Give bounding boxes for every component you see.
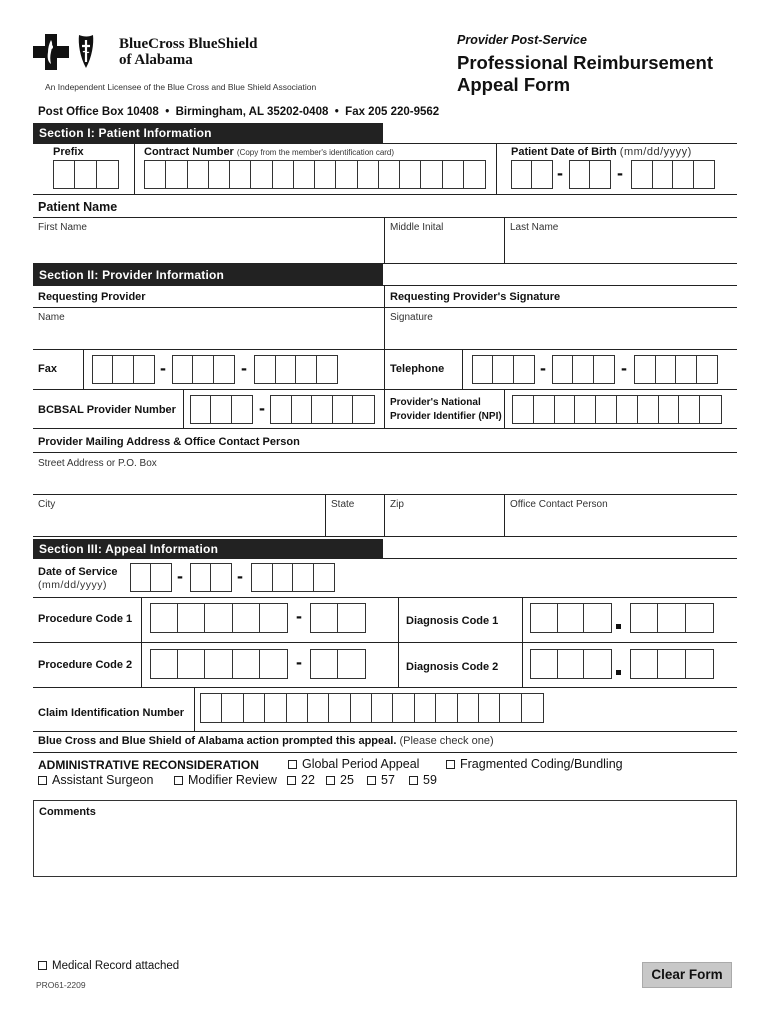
service-day-input[interactable]	[190, 563, 232, 592]
diagnosis-code-1-input[interactable]	[530, 603, 612, 633]
signature-field[interactable]: Signature	[390, 312, 433, 323]
fax-prefix-input[interactable]	[172, 355, 235, 384]
npi-label-line2: Provider Identifier (NPI)	[390, 411, 502, 422]
fax-label: Fax	[38, 363, 57, 375]
street-address-field[interactable]: Street Address or P.O. Box	[38, 458, 157, 469]
assistant-surgeon-option[interactable]	[38, 773, 153, 787]
brand-region: of Alabama	[119, 52, 193, 68]
contract-number-heading	[144, 146, 394, 158]
prefix-label: Prefix	[53, 146, 84, 158]
procedure-code-1-input[interactable]	[150, 603, 288, 633]
contract-number-label: Contract Number	[144, 146, 234, 158]
dob-day-input[interactable]	[569, 160, 611, 189]
service-month-input[interactable]	[130, 563, 172, 592]
diagnosis-code-2-input[interactable]	[530, 649, 612, 679]
middle-initial-field[interactable]: Middle Inital	[390, 222, 444, 233]
dob-month-input[interactable]	[511, 160, 553, 189]
fragmented-coding-option[interactable]	[446, 757, 623, 771]
dob-separator-1: -	[557, 163, 563, 183]
medical-record-option[interactable]	[38, 960, 179, 972]
first-name-field[interactable]: First Name	[38, 222, 87, 233]
claim-id-label: Claim Identification Number	[38, 707, 185, 719]
contract-number-input[interactable]	[144, 160, 486, 189]
modifier-22-checkbox[interactable]	[287, 776, 296, 785]
diagnosis-code-2-decimal-input[interactable]	[630, 649, 714, 679]
telephone-label: Telephone	[390, 363, 445, 375]
global-period-checkbox[interactable]	[288, 760, 297, 769]
modifier-59-text: 59	[423, 773, 437, 787]
action-prompt	[38, 735, 494, 747]
dob-separator-2: -	[617, 163, 623, 183]
comments-box[interactable]	[33, 800, 737, 877]
procedure-code-1-label: Procedure Code 1	[38, 613, 133, 625]
fax-area-input[interactable]	[92, 355, 155, 384]
procedure-code-2-label: Procedure Code 2	[38, 659, 133, 671]
form-category: Provider Post-Service	[457, 33, 587, 47]
requesting-provider-label: Requesting Provider	[38, 291, 146, 303]
modifier-57-option[interactable]	[367, 773, 395, 787]
date-of-service-label: Date of Service	[38, 566, 118, 578]
modifier-22-text: 22	[301, 773, 315, 787]
fax-line-input[interactable]	[254, 355, 338, 384]
state-field[interactable]: State	[331, 499, 355, 510]
last-name-field[interactable]: Last Name	[510, 222, 559, 233]
action-prompt-note: (Please check one)	[399, 735, 494, 747]
modifier-22-option[interactable]	[287, 773, 315, 787]
global-period-text: Global Period Appeal	[302, 757, 420, 771]
dob-year-input[interactable]	[631, 160, 715, 189]
blue-cross-logo-icon	[33, 34, 113, 78]
office-contact-field[interactable]: Office Contact Person	[510, 499, 608, 510]
diagnosis-code-1-label: Diagnosis Code 1	[406, 615, 499, 627]
diagnosis-code-1-decimal	[616, 624, 621, 629]
telephone-line-input[interactable]	[634, 355, 718, 384]
form-code: PRO61-2209	[36, 980, 86, 990]
clear-form-button[interactable]: Clear Form	[642, 962, 732, 988]
telephone-prefix-input[interactable]	[552, 355, 615, 384]
procedure-code-2-separator: -	[296, 652, 302, 672]
assistant-surgeon-checkbox[interactable]	[38, 776, 47, 785]
procedure-code-2-input[interactable]	[150, 649, 288, 679]
telephone-separator-1: -	[540, 358, 546, 378]
provider-number-part2-input[interactable]	[270, 395, 375, 424]
modifier-25-option[interactable]	[326, 773, 354, 787]
npi-input[interactable]	[512, 395, 722, 424]
diagnosis-code-2-label: Diagnosis Code 2	[406, 661, 499, 673]
city-field[interactable]: City	[38, 499, 56, 510]
zip-field[interactable]: Zip	[390, 499, 404, 510]
dob-heading	[511, 146, 692, 158]
medical-record-checkbox[interactable]	[38, 961, 47, 970]
comments-label: Comments	[39, 806, 96, 818]
mailing-address: Post Office Box 10408 • Birmingham, AL 35202-0408 • Fax 205 220-9562	[38, 106, 440, 118]
telephone-separator-2: -	[621, 358, 627, 378]
date-of-service-format: (mm/dd/yyyy)	[38, 579, 107, 591]
procedure-code-1-separator: -	[296, 606, 302, 626]
section2-title: Section II: Provider Information	[33, 264, 383, 285]
patient-name-label: Patient Name	[38, 200, 118, 214]
contract-number-note: (Copy from the member's identification card)	[236, 148, 395, 157]
section1-title: Section I: Patient Information	[33, 123, 383, 143]
prefix-input[interactable]	[53, 160, 119, 189]
procedure-code-2-modifier-input[interactable]	[310, 649, 366, 679]
modifier-59-option[interactable]	[409, 773, 437, 787]
provider-number-part1-input[interactable]	[190, 395, 253, 424]
global-period-option[interactable]	[288, 757, 419, 771]
bcbs-logo	[33, 34, 113, 78]
npi-label-line1: Provider's National	[390, 397, 481, 408]
fax-separator-1: -	[160, 358, 166, 378]
provider-name-field[interactable]: Name	[38, 312, 65, 323]
dob-label: Patient Date of Birth	[511, 146, 617, 158]
diagnosis-code-2-decimal	[616, 670, 621, 675]
brand-name: BlueCross BlueShield	[119, 36, 258, 52]
action-prompt-label: Blue Cross and Blue Shield of Alabama action prompted this appeal.	[38, 735, 397, 747]
mailing-address-label: Provider Mailing Address & Office Contact Person	[38, 436, 300, 448]
modifier-review-option[interactable]	[174, 773, 277, 787]
service-year-input[interactable]	[251, 563, 335, 592]
provider-number-separator: -	[259, 398, 265, 418]
fragmented-coding-checkbox[interactable]	[446, 760, 455, 769]
fax-separator-2: -	[241, 358, 247, 378]
form-title-line2: Appeal Form	[457, 74, 571, 95]
procedure-code-1-modifier-input[interactable]	[310, 603, 366, 633]
form-title-line1: Professional Reimbursement	[457, 52, 713, 73]
provider-number-label: BCBSAL Provider Number	[38, 404, 176, 416]
licensee-text: An Independent Licensee of the Blue Cross and Blue Shield Association	[45, 82, 317, 92]
modifier-review-text: Modifier Review	[188, 773, 277, 787]
service-separator-2: -	[237, 566, 243, 586]
modifier-59-checkbox[interactable]	[409, 776, 418, 785]
dob-format: (mm/dd/yyyy)	[619, 146, 692, 158]
modifier-25-checkbox[interactable]	[326, 776, 335, 785]
modifier-57-checkbox[interactable]	[367, 776, 376, 785]
requesting-signature-label: Requesting Provider's Signature	[390, 291, 561, 303]
telephone-area-input[interactable]	[472, 355, 535, 384]
medical-record-text: Medical Record attached	[52, 960, 180, 972]
claim-id-input[interactable]	[200, 693, 544, 723]
modifier-review-checkbox[interactable]	[174, 776, 183, 785]
diagnosis-code-1-decimal-input[interactable]	[630, 603, 714, 633]
fragmented-coding-text: Fragmented Coding/Bundling	[460, 757, 623, 771]
section3-title: Section III: Appeal Information	[33, 539, 383, 558]
admin-reconsideration-heading: ADMINISTRATIVE RECONSIDERATION	[38, 758, 259, 772]
service-separator-1: -	[177, 566, 183, 586]
modifier-57-text: 57	[381, 773, 395, 787]
assistant-surgeon-text: Assistant Surgeon	[52, 773, 154, 787]
modifier-25-text: 25	[340, 773, 354, 787]
